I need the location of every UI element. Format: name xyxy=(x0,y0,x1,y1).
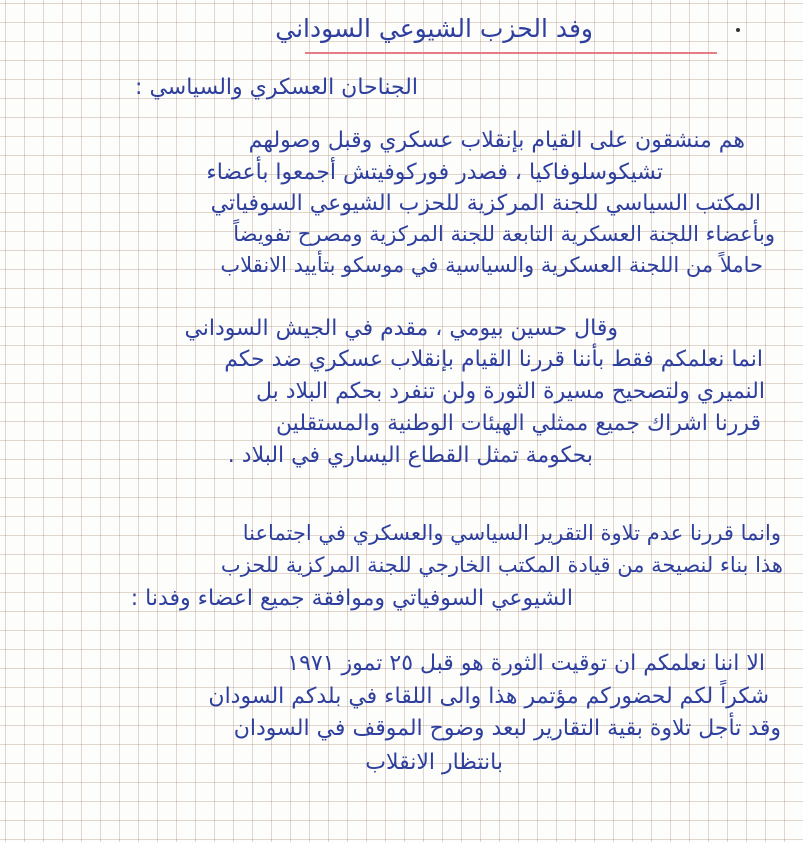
section-heading: الجناحان العسكري والسياسي : xyxy=(135,75,418,100)
text-line-6: وقال حسين بيومي ، مقدم في الجيش السوداني xyxy=(184,316,618,341)
text-line-4: وبأعضاء اللجنة العسكرية التابعة للجنة المركزية ومصرح تفويضاً xyxy=(233,222,775,246)
text-line-8: النميري ولتصحيح مسيرة الثورة ولن تنفرد بحكم البلاد بل xyxy=(255,379,765,404)
ink-dot xyxy=(736,28,740,32)
text-line-10: بحكومة تمثل القطاع اليساري في البلاد . xyxy=(227,443,593,468)
text-line-1: هم منشقون على القيام بإنقلاب عسكري وقبل وصولهم xyxy=(248,128,745,153)
text-line-3: المكتب السياسي للجنة المركزية للحزب الشيوعي السوفياتي xyxy=(210,191,761,216)
text-line-9: قررنا اشراك جميع ممثلي الهيئات الوطنية والمستقلين xyxy=(275,411,761,436)
text-line-7: انما نعلمكم فقط بأننا قررنا القيام بإنقلاب عسكري ضد حكم xyxy=(224,347,763,372)
title-underline xyxy=(305,52,717,54)
document-title: وفد الحزب الشيوعي السوداني xyxy=(275,14,593,43)
text-line-15: شكراً لكم لحضوركم مؤتمر هذا والى اللقاء في بلدكم السودان xyxy=(208,684,769,709)
text-line-14: الا اننا نعلمكم ان توقيت الثورة هو قبل ٢٥ تموز ١٩٧١ xyxy=(287,651,765,676)
text-line-5: حاملاً من اللجنة العسكرية والسياسية في موسكو بتأييد الانقلاب xyxy=(220,253,763,277)
text-line-17: بانتظار الانقلاب xyxy=(365,750,503,775)
text-line-12: هذا بناء لنصيحة من قيادة المكتب الخارجي للجنة المركزية للحزب xyxy=(220,553,783,577)
text-line-16: وقد تأجل تلاوة بقية التقارير لبعد وضوح الموقف في السودان xyxy=(233,716,781,741)
text-line-11: وانما قررنا عدم تلاوة التقرير السياسي والعسكري في اجتماعنا xyxy=(242,521,781,545)
text-line-13: الشيوعي السوفياتي وموافقة جميع اعضاء وفدنا : xyxy=(130,586,573,611)
text-line-2: تشيكوسلوفاكيا ، فصدر فوركوفيتش أجمعوا بأعضاء xyxy=(206,160,663,185)
